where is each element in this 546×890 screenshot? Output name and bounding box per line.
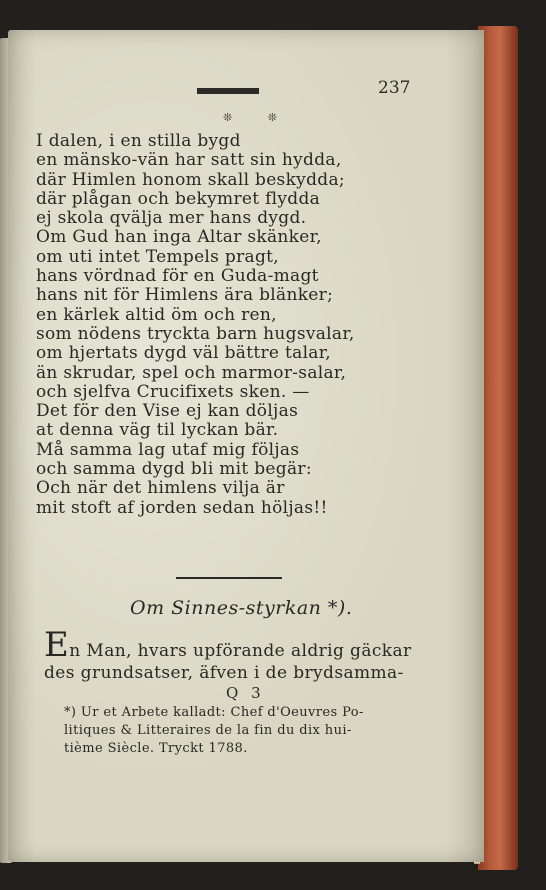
poem-line: Och när det himlens vilja är <box>36 478 285 499</box>
footnote-line: litiques & Litteraires de la fin du dix hui- <box>64 723 352 738</box>
signature-mark: Q 3 <box>226 684 265 702</box>
poem-line: som nödens tryckta barn hugsvalar, <box>36 323 355 344</box>
drop-cap: E <box>44 625 70 665</box>
poem-line: om uti intet Tempels pragt, <box>36 246 279 267</box>
footnote <box>64 704 424 758</box>
poem-line: än skrudar, spel och marmor-salar, <box>36 362 347 383</box>
body-line-text: n Man, hvars upförande aldrig gäckar <box>69 641 412 661</box>
body-line <box>44 625 422 665</box>
poem-line: at denna väg til lyckan bär. <box>36 420 279 441</box>
poem-line: mit stoft af jorden sedan höljas!! <box>36 497 328 518</box>
poem-line: en kärlek altid öm och ren, <box>36 304 277 325</box>
body-line: des grundsatser, äfven i de brydsamma- <box>44 663 404 683</box>
footnote-line: tième Siècle. Tryckt 1788. <box>64 741 248 756</box>
poem-line: där Himlen honom skall beskydda; <box>36 169 345 190</box>
page-number: 237 <box>378 78 411 98</box>
poem-line: och sjelfva Crucifixets sken. — <box>36 381 310 402</box>
poem-line: Det för den Vise ej kan döljas <box>36 401 299 422</box>
poem-line: om hjertats dygd väl bättre talar, <box>36 343 331 364</box>
ornament-icon: ❊ ❊ <box>223 111 293 124</box>
footnote-line: *) Ur et Arbete kalladt: Chef d'Oeuvres Po- <box>64 705 364 720</box>
poem-line: en mänsko-vän har satt sin hydda, <box>36 150 342 171</box>
poem-line: Må samma lag utaf mig följas <box>36 439 300 460</box>
poem-line: och samma dygd bli mit begär: <box>36 459 312 480</box>
section-divider <box>176 577 282 579</box>
header-rule <box>197 88 259 94</box>
poem-line: hans nit för Himlens ära blänker; <box>36 285 334 306</box>
poem-line: hans vördnad för en Guda-magt <box>36 266 319 287</box>
section-title: Om Sinnes-styrkan *). <box>130 597 353 619</box>
poem-line: I dalen, i en stilla bygd <box>36 131 241 151</box>
poem-line: Om Gud han inga Altar skänker, <box>36 227 322 248</box>
poem <box>36 132 376 518</box>
poem-line: ej skola qvälja mer hans dygd. <box>36 208 307 229</box>
book-cover-edge <box>478 26 518 870</box>
poem-line: där plågan och bekymret flydda <box>36 188 321 209</box>
section-body <box>44 625 422 684</box>
